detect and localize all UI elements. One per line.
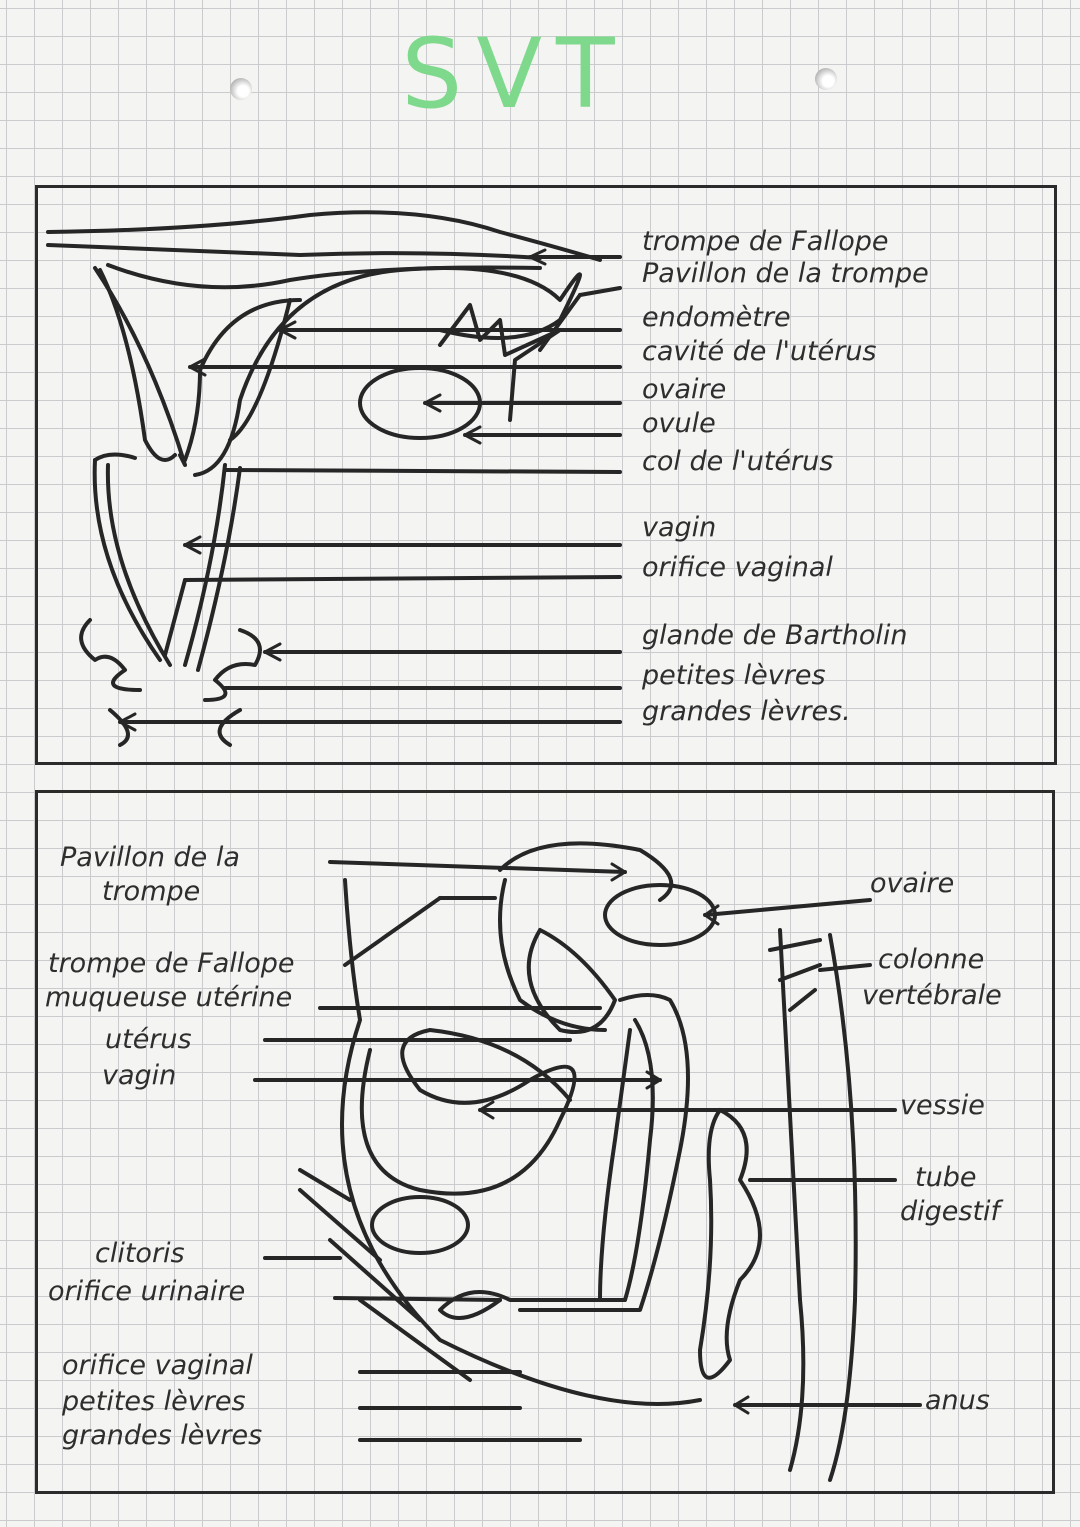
label-anus: anus	[925, 1385, 990, 1416]
label-orifice-vaginal-2: orifice vaginal	[62, 1350, 253, 1381]
label-tube: tube	[915, 1162, 977, 1193]
label-petites-levres-2: petites lèvres	[62, 1386, 246, 1417]
label-cavite-uterus: cavité de l'utérus	[642, 336, 877, 367]
label-ovule: ovule	[642, 408, 716, 439]
label-muqueuse-uterine: muqueuse utérine	[45, 982, 293, 1013]
page-title: SVT	[401, 18, 629, 130]
label-clitoris: clitoris	[95, 1238, 185, 1269]
label-trompe-de-fallope-2: trompe de Fallope	[48, 948, 295, 979]
label-pavillon-de-la: Pavillon de la	[60, 842, 240, 873]
label-trompe: trompe	[102, 876, 201, 907]
label-digestif: digestif	[900, 1196, 1001, 1227]
frontal-label-lines	[120, 250, 620, 730]
label-glande-de-bartholin: glande de Bartholin	[642, 620, 908, 651]
label-ovaire-2: ovaire	[870, 868, 955, 899]
label-vagin-2: vagin	[102, 1060, 177, 1091]
label-uterus: utérus	[105, 1024, 192, 1055]
label-grandes-levres-2: grandes lèvres	[62, 1420, 263, 1451]
label-trompe-de-fallope: trompe de Fallope	[642, 226, 889, 257]
label-pavillon-de-la-trompe: Pavillon de la trompe	[642, 258, 929, 289]
label-grandes-levres: grandes lèvres.	[642, 696, 851, 727]
label-vessie: vessie	[900, 1090, 985, 1121]
label-vagin: vagin	[642, 512, 717, 543]
label-endometre: endomètre	[642, 302, 791, 333]
label-vertebrale: vertébrale	[862, 980, 1002, 1011]
sagittal-label-lines	[255, 862, 920, 1440]
label-ovaire: ovaire	[642, 374, 727, 405]
label-petites-levres: petites lèvres	[642, 660, 826, 691]
frontal-uterus-drawing	[48, 212, 600, 745]
label-col-uterus: col de l'utérus	[642, 446, 834, 477]
label-orifice-vaginal: orifice vaginal	[642, 552, 833, 583]
label-colonne: colonne	[878, 944, 985, 975]
label-orifice-urinaire: orifice urinaire	[48, 1276, 246, 1307]
